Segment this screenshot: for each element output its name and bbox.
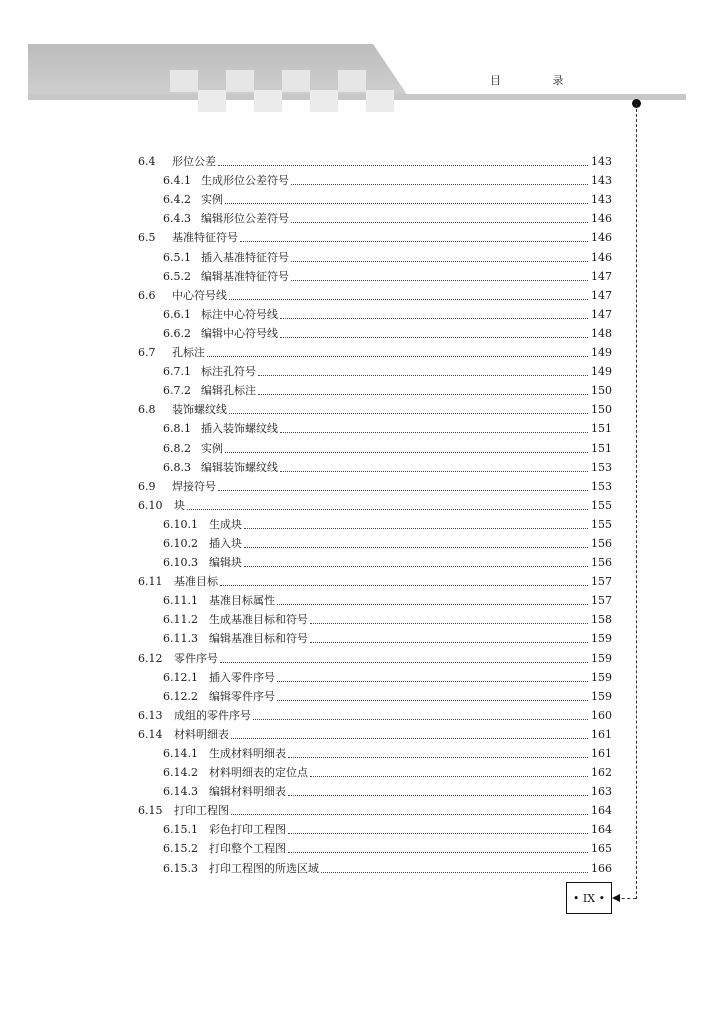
toc-entry-page: 151 [591,422,612,436]
toc-entry-title: 基准特征符号 [172,231,238,245]
toc-subsection-row[interactable] [138,532,612,551]
toc-entry-page: 148 [591,326,612,340]
toc-entry-title: 打印整个工程图 [209,842,286,856]
toc-dot-leader [240,241,588,242]
toc-section-row[interactable] [138,150,612,169]
toc-dot-leader [244,566,588,567]
toc-entry-number: 6.11.2 [163,613,198,627]
toc-dot-leader [187,509,588,510]
toc-subsection-row[interactable] [138,685,612,704]
toc-entry-number: 6.8.1 [163,422,191,436]
toc-entry-number: 6.5.1 [163,250,191,264]
toc-dot-leader [258,375,588,376]
toc-entry-title: 块 [174,498,185,512]
toc-dot-leader [229,413,588,414]
toc-entry-number: 6.12 [138,651,163,665]
header-square [226,70,254,92]
toc-dot-leader [253,719,588,720]
toc-subsection-row[interactable] [138,417,612,436]
toc-entry-page: 149 [591,365,612,379]
toc-section-row[interactable] [138,799,612,818]
toc-entry-number: 6.4 [138,155,156,169]
toc-subsection-row[interactable] [138,608,612,627]
toc-entry-title: 生成材料明细表 [209,747,286,760]
toc-dot-leader [288,757,588,758]
toc-entry-number: 6.5.2 [163,269,191,283]
toc-entry-page: 146 [591,231,612,245]
toc-entry-title: 实例 [201,441,223,455]
toc-entry-number: 6.7 [138,346,156,360]
toc-dot-leader [218,490,588,491]
toc-entry-page: 151 [591,441,612,455]
toc-entry-number: 6.10.1 [163,517,198,531]
toc-dot-leader [280,471,588,472]
toc-subsection-row[interactable] [138,322,612,341]
toc-entry-page: 157 [591,575,612,589]
toc-entry-number: 6.4.1 [163,174,191,188]
toc-entry-page: 165 [591,842,612,856]
toc-dot-leader [218,165,588,166]
toc-entry-number: 6.11.1 [163,594,198,608]
header-title: 目 录 [490,74,588,87]
toc-entry-title: 基准目标属性 [209,594,275,608]
toc-subsection-row[interactable] [138,589,612,608]
toc-entry-title: 实例 [201,193,223,207]
toc-entry-title: 彩色打印工程图 [209,823,286,837]
toc-entry-title: 焊接符号 [172,479,216,493]
toc-entry-number: 6.7.1 [163,365,191,379]
toc-entry-title: 成组的零件序号 [174,708,251,722]
toc-dot-leader [280,337,588,338]
toc-dot-leader [225,452,588,453]
toc-entry-number: 6.14.2 [163,766,198,780]
toc-entry-page: 163 [591,785,612,799]
toc-entry-page: 143 [591,193,612,207]
toc-dot-leader [280,432,588,433]
toc-section-row[interactable] [138,341,612,360]
toc-entry-title: 编辑中心符号线 [201,326,278,340]
toc-entry-page: 159 [591,689,612,703]
toc-entry-number: 6.5 [138,231,156,245]
toc-entry-page: 157 [591,594,612,608]
toc-dot-leader [258,394,588,395]
header-square [366,90,394,112]
toc-entry-page: 153 [591,479,612,493]
toc-entry-title: 形位公差 [172,155,216,169]
toc-section-row[interactable] [138,704,612,723]
toc-entry-title: 装饰螺纹线 [172,403,227,417]
toc-entry-title: 编辑装饰螺纹线 [201,460,278,474]
toc-dot-leader [310,776,588,777]
toc-entry-title: 中心符号线 [172,288,227,302]
toc-entry-number: 6.14.1 [163,747,198,760]
toc-subsection-row[interactable] [138,436,612,455]
toc-subsection-row[interactable] [138,169,612,188]
toc-entry-title: 编辑材料明细表 [209,785,286,799]
toc-entry-title: 打印工程图 [174,804,229,818]
header-square [170,70,198,92]
toc-dot-leader [277,681,588,682]
toc-entry-page: 164 [591,823,612,837]
toc-dot-leader [220,585,588,586]
toc-entry-page: 153 [591,460,612,474]
toc-dot-leader [231,738,588,739]
toc-entry-number: 6.10 [138,498,163,512]
toc-dot-leader [288,795,588,796]
toc-entry-title: 插入装饰螺纹线 [201,422,278,436]
toc-entry-page: 150 [591,403,612,417]
toc-entry-title: 生成基准目标和符号 [209,613,308,627]
toc-entry-title: 插入块 [209,536,242,550]
toc-entry-number: 6.14.3 [163,785,198,799]
toc-section-row[interactable] [138,475,612,494]
toc-section-row[interactable] [138,226,612,245]
toc-subsection-row[interactable] [138,360,612,379]
toc-dot-leader [291,184,588,185]
toc-entry-number: 6.6.1 [163,307,191,321]
toc-subsection-row[interactable] [138,627,612,646]
toc-entry-page: 156 [591,556,612,570]
toc-dot-leader [229,299,588,300]
toc-entry-number: 6.8 [138,403,156,417]
toc-entry-title: 生成形位公差符号 [201,174,289,188]
toc-section-row[interactable] [138,646,612,665]
toc-dot-leader [291,222,588,223]
toc-entry-title: 材料明细表 [174,727,229,741]
toc-entry-page: 160 [591,708,612,722]
toc-entry-page: 146 [591,212,612,226]
toc-section-row[interactable] [138,723,612,742]
toc-entry-page: 164 [591,804,612,818]
header-square [254,90,282,112]
toc-subsection-row[interactable] [138,379,612,398]
toc-entry-number: 6.4.2 [163,193,191,207]
toc-entry-number: 6.15.1 [163,823,198,837]
toc-subsection-row[interactable] [138,837,612,856]
header-square [338,70,366,92]
header-square [198,90,226,112]
toc-dot-leader [207,356,588,357]
toc-entry-number: 6.7.2 [163,384,191,398]
toc-entry-page: 161 [591,727,612,741]
toc-subsection-row[interactable] [138,456,612,475]
toc-entry-page: 150 [591,384,612,398]
toc-entry-page: 159 [591,632,612,646]
toc-dot-leader [288,833,588,834]
toc-section-row[interactable] [138,284,612,303]
toc-entry-page: 158 [591,613,612,627]
toc-entry-title: 零件序号 [174,651,218,665]
toc-dot-leader [310,623,588,624]
toc-subsection-row[interactable] [138,856,612,875]
toc-dot-leader [277,700,588,701]
toc-entry-page: 166 [591,861,612,875]
toc-subsection-row[interactable] [138,207,612,226]
toc-entry-number: 6.13 [138,708,163,722]
toc-entry-number: 6.15.2 [163,842,198,856]
toc-dot-leader [310,642,588,643]
toc-entry-number: 6.15.3 [163,861,198,875]
toc-dot-leader [291,280,588,281]
toc-entry-number: 6.9 [138,479,156,493]
toc-entry-title: 编辑块 [209,556,242,570]
toc-entry-title: 编辑基准目标和符号 [209,632,308,646]
toc-entry-page: 156 [591,536,612,550]
toc-entry-title: 编辑孔标注 [201,384,256,398]
toc-section-row[interactable] [138,570,612,589]
toc-entry-number: 6.11.3 [163,632,198,646]
toc-list [138,150,612,876]
toc-subsection-row[interactable] [138,303,612,322]
header-square [282,70,310,92]
toc-subsection-row[interactable] [138,666,612,685]
toc-dot-leader [225,203,588,204]
toc-entry-number: 6.6 [138,288,156,302]
toc-entry-title: 编辑形位公差符号 [201,212,289,226]
toc-subsection-row[interactable] [138,818,612,837]
toc-entry-title: 插入基准特征符号 [201,250,289,264]
toc-entry-title: 基准目标 [174,575,218,589]
toc-dot-leader [231,814,588,815]
toc-entry-page: 155 [591,517,612,531]
toc-entry-title: 标注孔符号 [201,365,256,379]
toc-entry-number: 6.12.2 [163,689,198,703]
toc-entry-page: 162 [591,766,612,780]
toc-entry-number: 6.8.3 [163,460,191,474]
toc-subsection-row[interactable] [138,245,612,264]
toc-subsection-row[interactable] [138,551,612,570]
arrow-left-icon [612,894,620,902]
toc-dot-leader [321,872,588,873]
toc-entry-number: 6.4.3 [163,212,191,226]
toc-section-row[interactable] [138,494,612,513]
toc-dot-leader [244,547,588,548]
toc-subsection-row[interactable] [138,188,612,207]
toc-entry-number: 6.10.3 [163,556,198,570]
toc-entry-page: 143 [591,155,612,169]
toc-entry-title: 生成块 [209,517,242,531]
toc-subsection-row[interactable] [138,513,612,532]
toc-entry-number: 6.15 [138,804,163,818]
toc-subsection-row[interactable] [138,265,612,284]
toc-entry-page: 155 [591,498,612,512]
toc-entry-number: 6.14 [138,727,163,741]
toc-entry-title: 孔标注 [172,346,205,360]
toc-subsection-row[interactable] [138,780,612,799]
page-number-box [566,882,612,914]
toc-subsection-row[interactable] [138,742,612,761]
toc-entry-number: 6.11 [138,575,163,589]
toc-entry-page: 161 [591,747,612,760]
toc-entry-number: 6.12.1 [163,670,198,684]
toc-entry-page: 159 [591,670,612,684]
toc-entry-title: 材料明细表的定位点 [209,766,308,780]
toc-entry-number: 6.6.2 [163,326,191,340]
header-line [28,94,686,100]
toc-dot-leader [220,662,588,663]
toc-dot-leader [277,604,588,605]
toc-dot-leader [288,852,588,853]
page-number: • IX • [572,891,606,905]
toc-entry-page: 146 [591,250,612,264]
toc-entry-title: 标注中心符号线 [201,307,278,321]
toc-entry-title: 编辑零件序号 [209,689,275,703]
toc-entry-page: 149 [591,346,612,360]
toc-dot-leader [244,528,588,529]
toc-entry-title: 打印工程图的所选区域 [209,861,319,875]
connector-line-vertical [636,104,637,899]
toc-entry-number: 6.8.2 [163,441,191,455]
toc-subsection-row[interactable] [138,761,612,780]
toc-entry-page: 143 [591,174,612,188]
toc-entry-number: 6.10.2 [163,536,198,550]
toc-entry-title: 插入零件序号 [209,670,275,684]
toc-entry-title: 编辑基准特征符号 [201,269,289,283]
toc-dot-leader [291,261,588,262]
toc-dot-leader [280,318,588,319]
toc-entry-page: 147 [591,288,612,302]
toc-entry-page: 147 [591,307,612,321]
toc-entry-page: 159 [591,651,612,665]
header-square [310,90,338,112]
toc-entry-page: 147 [591,269,612,283]
toc-section-row[interactable] [138,398,612,417]
